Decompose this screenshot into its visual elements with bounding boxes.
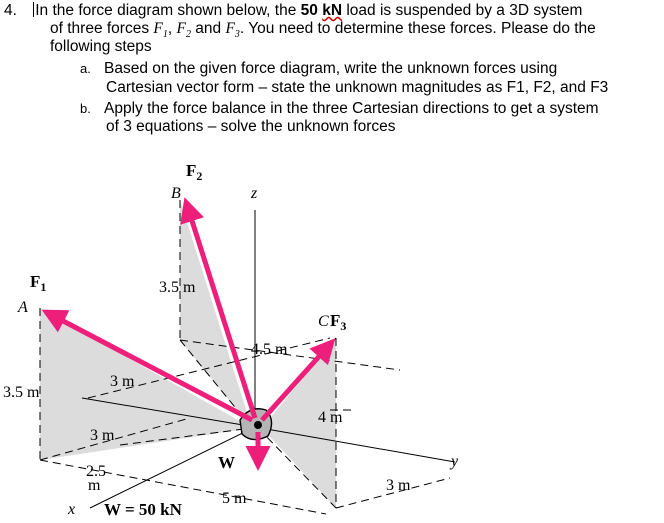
step-b-line-1: b. Apply the force balance in the three Cartesian directions to get a system: [80, 100, 599, 117]
label-W-eq: W = 50 kN: [104, 500, 182, 519]
label-F1: $F_1$: [30, 272, 47, 294]
label-F2: $F_2$: [186, 161, 203, 183]
label-3m-right: 3 m: [386, 477, 411, 494]
label-C: C: [318, 313, 329, 330]
label-3-5m-left: 3.5 m: [3, 384, 40, 401]
label-W: W: [218, 453, 235, 472]
problem-line-2: of three forces $F_1$, $F_2$ and $F_3$. You need to determine these forces. Please do the: [50, 20, 596, 41]
load-value: 50: [300, 2, 323, 19]
load-unit: kN: [322, 2, 343, 19]
step-b-line-2: of 3 equations – solve the unknown forces: [106, 118, 396, 135]
label-y: y: [451, 453, 459, 470]
problem-number: 4.: [4, 2, 17, 19]
force-f1-symbol: $F_1$: [153, 20, 168, 41]
label-A: A: [18, 299, 28, 316]
label-z: z: [251, 185, 258, 202]
step-a-line-1: a. Based on the given force diagram, write the unknown forces using: [80, 60, 558, 77]
problem-line-3: following steps: [50, 38, 152, 55]
label-3m-upper: 3 m: [110, 373, 135, 390]
label-x: x: [68, 501, 76, 518]
label-5m: 5 m: [222, 490, 247, 507]
label-4-5m: 4.5 m: [251, 341, 288, 358]
step-a-marker: a.: [80, 61, 91, 76]
label-F3: $F_3$: [330, 311, 347, 333]
ring-center: [254, 421, 262, 429]
force-f2-symbol: $F_2$: [176, 20, 191, 41]
force-f3-symbol: $F_3$: [225, 20, 240, 41]
step-a-line-2: Cartesian vector form – state the unknown magnitudes as F1, F2, and F3: [106, 79, 609, 96]
label-m: m: [88, 477, 101, 494]
label-B: B: [171, 185, 181, 202]
problem-line-1: 4. In the force diagram shown below, the 50 kN load is suspended by a 3D system: [4, 2, 583, 19]
label-3-5m-B: 3.5 m: [159, 279, 196, 296]
step-b-marker: b.: [80, 101, 91, 116]
label-3m-lower: 3 m: [90, 427, 115, 444]
label-2-5: 2.5: [86, 463, 106, 480]
label-4m: 4 m: [318, 409, 343, 426]
